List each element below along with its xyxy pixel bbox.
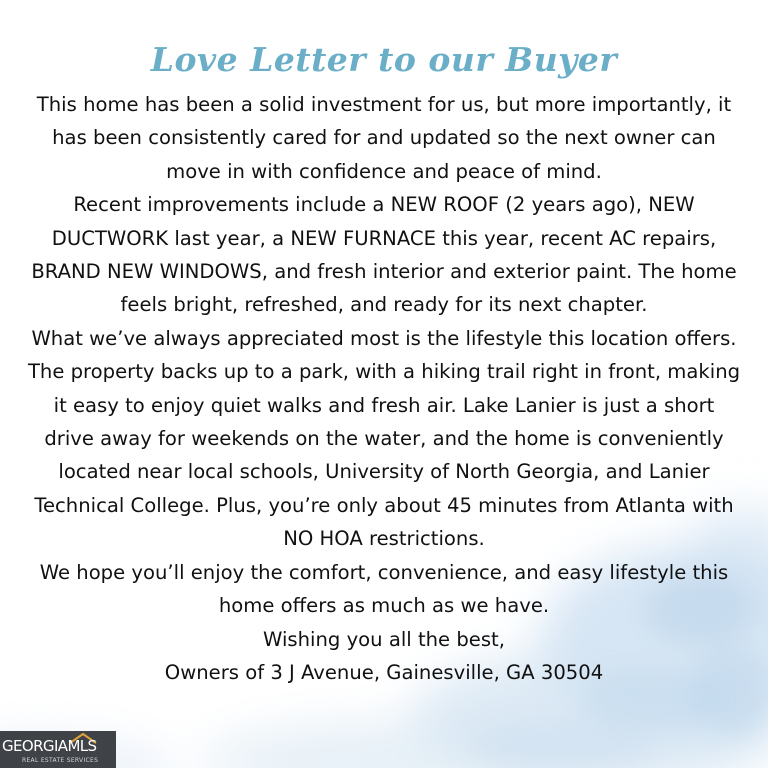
letter-paragraph-investment: This home has been a solid investment for us, but more importantly, it has been consistently cared for and updated so the next owner can move in with confidence and peace of mind. [36,93,732,183]
letter-title: Love Letter to our Buyer [150,40,618,79]
logo-wordmark: GEORGIAMLS [2,737,97,755]
letter-body [26,88,742,689]
georgia-mls-logo [0,731,116,768]
letter-paragraph-lifestyle: What we’ve always appreciated most is the lifestyle this location offers. The property backs up to a park, with a hiking trail right in front, making it easy to enjoy quiet walks and fresh air. Lake Lanier is just a short drive away for weekends on the water, and the home is conveniently located near local schools, University of North Georgia, and Lanier Technical College. Plus, you’re only about 45 minutes from Atlanta with NO HOA restrictions. [27,326,741,551]
letter-closing: Wishing you all the best, [263,627,505,651]
letter-paragraph-improvements: Recent improvements include a NEW ROOF (2 years ago), NEW DUCTWORK last year, a NEW FURNACE this year, recent AC repairs, BRAND NEW WINDOWS, and fresh interior and exterior paint. The home feels bright, refreshed, and ready for its next chapter. [31,193,737,317]
letter-paragraph-hope: We hope you’ll enjoy the comfort, convenience, and easy lifestyle this home offers as much as we have. [39,560,729,618]
letter-signature: Owners of 3 J Avenue, Gainesville, GA 30504 [164,660,604,684]
logo-tagline: REAL ESTATE SERVICES [22,757,99,764]
